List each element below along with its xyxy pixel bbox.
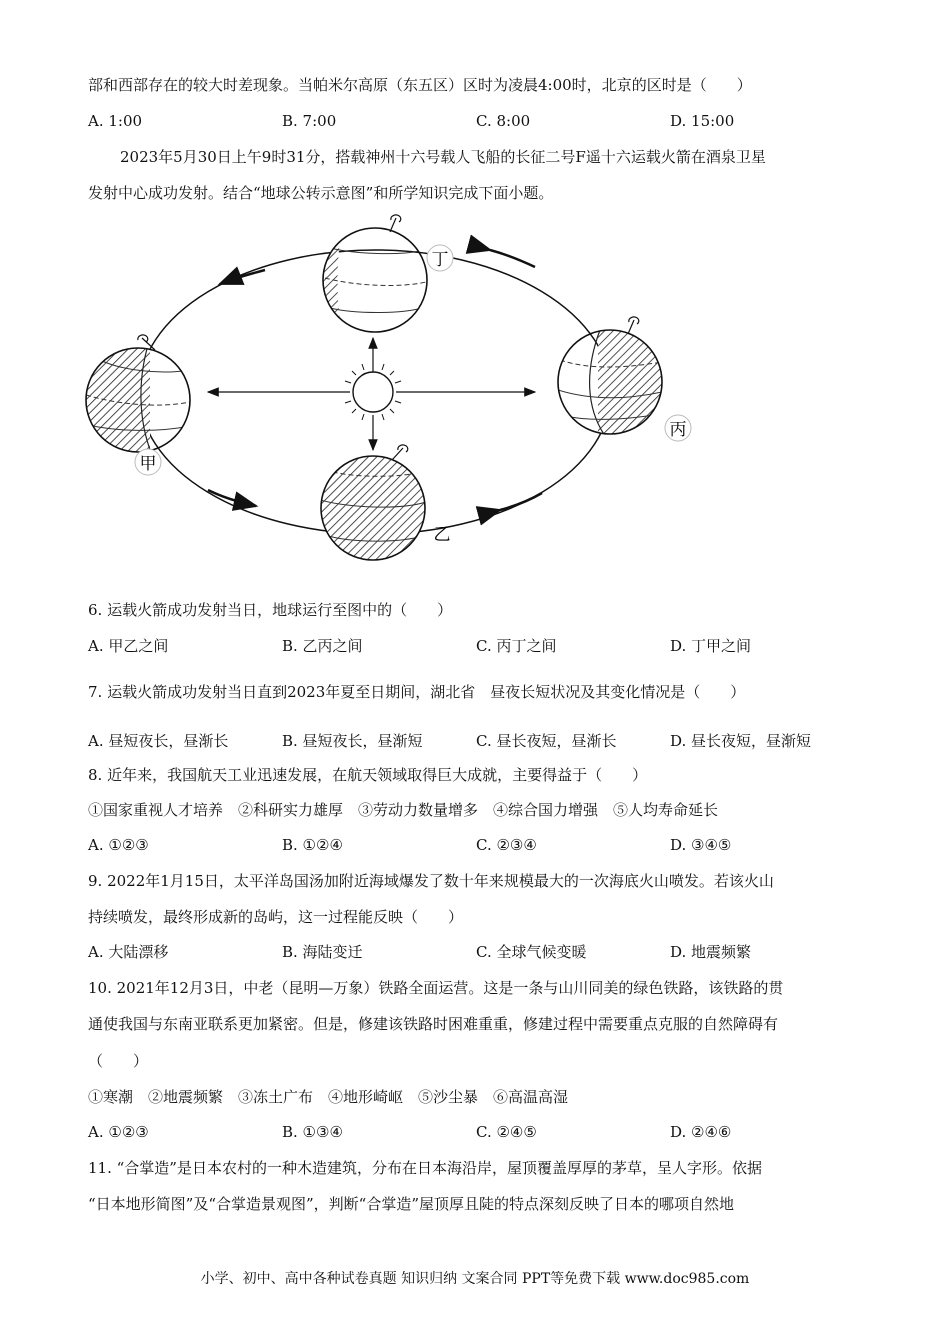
material-line-1: 2023年5月30日上午9时31分，搭载神州十六号载人飞船的长征二号F遥十六运载火箭在酒泉卫星 [120, 148, 766, 166]
earth-revolution-diagram [80, 210, 720, 580]
option-d: D. 丁甲之间 [670, 637, 752, 655]
question-8-stem: 8. 近年来，我国航天工业迅速发展，在航天领域取得巨大成就，主要得益于（ ） [88, 766, 648, 784]
option-a: A. 甲乙之间 [88, 637, 169, 655]
option-c: C. 8:00 [476, 112, 531, 130]
question-8-items: ①国家重视人才培养 ②科研实力雄厚 ③劳动力数量增多 ④综合国力增强 ⑤人均寿命延长 [88, 801, 719, 819]
option-c: C. 丙丁之间 [476, 637, 557, 655]
earth-ding [323, 215, 453, 335]
orbit-arrow-top-left [220, 270, 265, 284]
option-a: A. ①②③ [88, 1123, 149, 1141]
option-b: B. ①③④ [282, 1123, 343, 1141]
question-5-stem-tail: 部和西部存在的较大时差现象。当帕米尔高原（东五区）区时为凌晨4:00时，北京的区时是（ ） [88, 76, 752, 94]
option-c: C. ②③④ [476, 836, 537, 854]
option-a: A. 大陆漂移 [88, 943, 169, 961]
question-11-stem-2: “日本地形简图”及“合掌造景观图”，判断“合掌造”屋顶厚且陡的特点深刻反映了日本的哪项自然地 [88, 1195, 735, 1213]
option-d: D. 15:00 [670, 112, 735, 130]
option-a: A. 昼短夜长，昼渐长 [88, 732, 229, 750]
option-b: B. 乙丙之间 [282, 637, 363, 655]
question-10-stem-3: （ ） [88, 1052, 149, 1070]
option-a: A. ①②③ [88, 836, 149, 854]
question-7-stem: 7. 运载火箭成功发射当日直到2023年夏至日期间，湖北省 昼夜长短状况及其变化情况是（ ） [88, 683, 746, 701]
question-10-stem: 10. 2021年12月3日，中老（昆明—万象）铁路全面运营。这是一条与山川同美的绿色铁路，该铁路的贯 [88, 979, 784, 997]
option-c: C. 全球气候变暖 [476, 943, 587, 961]
question-10-items: ①寒潮 ②地震频繁 ③冻土广布 ④地形崎岖 ⑤沙尘暴 ⑥高温高湿 [88, 1088, 569, 1106]
label-bing: 丙 [669, 420, 687, 440]
option-d: D. ②④⑥ [670, 1123, 732, 1141]
option-c: C. 昼长夜短，昼渐长 [476, 732, 617, 750]
label-ding: 丁 [431, 250, 449, 270]
option-d: D. 地震频繁 [670, 943, 752, 961]
label-jia: 甲 [139, 454, 157, 474]
question-11-stem: 11. “合掌造”是日本农村的一种木造建筑，分布在日本海沿岸，屋顶覆盖厚厚的茅草，呈人字形。依据 [88, 1159, 762, 1177]
option-c: C. ②④⑤ [476, 1123, 537, 1141]
question-9-stem-2: 持续喷发，最终形成新的岛屿，这一过程能反映（ ） [88, 908, 464, 926]
orbit-arrow-bottom-right [500, 493, 542, 510]
label-yi: 乙 [433, 525, 451, 545]
question-10-stem-2: 通使我国与东南亚联系更加紧密。但是，修建该铁路时困难重重，修建过程中需要重点克服的自然障碍有 [88, 1015, 779, 1033]
page-footer: 小学、初中、高中各种试卷真题 知识归纳 文案合同 PPT等免费下载 www.doc985.com [200, 1271, 750, 1287]
earth-jia [80, 335, 190, 475]
earth-bing [558, 317, 691, 445]
option-d: D. ③④⑤ [670, 836, 732, 854]
material-line-2: 发射中心成功发射。结合“地球公转示意图”和所学知识完成下面小题。 [88, 184, 554, 202]
earth-yi [318, 445, 451, 564]
option-a: A. 1:00 [88, 112, 143, 130]
option-b: B. 7:00 [282, 112, 337, 130]
orbit-arrow-top-right [490, 250, 535, 267]
question-6-stem: 6. 运载火箭成功发射当日，地球运行至图中的（ ） [88, 601, 453, 619]
option-d: D. 昼长夜短，昼渐短 [670, 732, 812, 750]
option-b: B. 海陆变迁 [282, 943, 363, 961]
orbit-arrow-bottom-left [208, 490, 256, 506]
question-9-stem: 9. 2022年1月15日，太平洋岛国汤加附近海域爆发了数十年来规模最大的一次海底火山喷发。若该火山 [88, 872, 774, 890]
option-b: B. ①②④ [282, 836, 343, 854]
option-b: B. 昼短夜长，昼渐短 [282, 732, 423, 750]
